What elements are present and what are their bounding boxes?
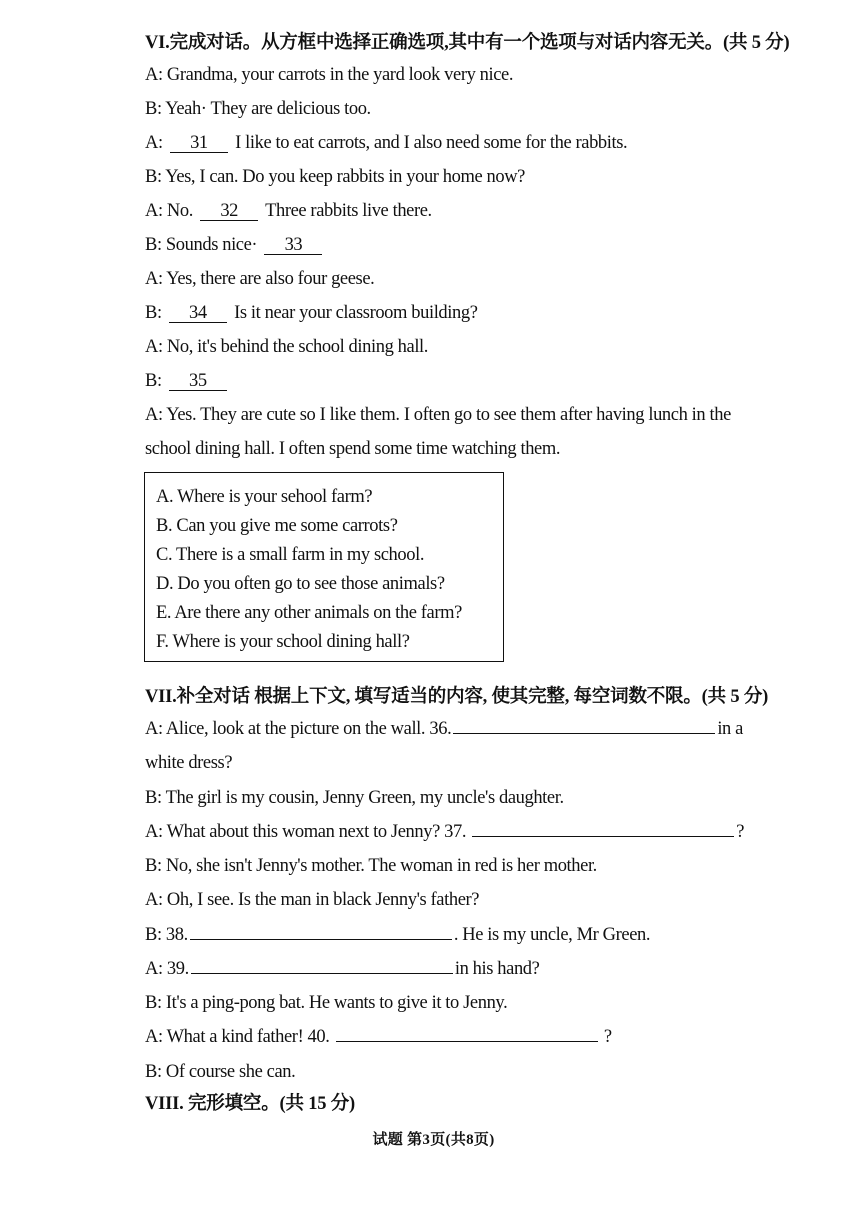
blank-31[interactable]: 31 (170, 134, 228, 153)
dialogue-line: A: What about this woman next to Jenny? 37. ? (145, 822, 745, 842)
dialogue-line: B: It's a ping-pong bat. He wants to give it to Jenny. (145, 993, 508, 1013)
option-d: D. Do you often go to see those animals? (156, 574, 445, 594)
option-e: E. Are there any other animals on the farm? (156, 603, 462, 623)
dialogue-line: A: 39. in his hand? (145, 959, 540, 979)
dialogue-line: A: Yes. They are cute so I like them. I often go to see them after having lunch in the (145, 405, 731, 425)
blank-38[interactable] (190, 939, 452, 940)
blank-37[interactable] (472, 836, 734, 837)
dialogue-line: B: The girl is my cousin, Jenny Green, my uncle's daughter. (145, 788, 564, 808)
blank-34[interactable]: 34 (169, 304, 227, 323)
blank-32[interactable]: 32 (200, 202, 258, 221)
dialogue-line: B: 38. . He is my uncle, Mr Green. (145, 925, 651, 945)
dialogue-line: B: Of course she can. (145, 1062, 296, 1082)
options-box (144, 472, 504, 662)
option-c: C. There is a small farm in my school. (156, 545, 425, 565)
dialogue-line: B: No, she isn't Jenny's mother. The woman in red is her mother. (145, 856, 597, 876)
option-a: A. Where is your sehool farm? (156, 487, 373, 507)
option-f: F. Where is your school dining hall? (156, 632, 410, 652)
blank-35[interactable]: 35 (169, 372, 227, 391)
dialogue-line: B: Yes, I can. Do you keep rabbits in your home now? (145, 167, 525, 187)
dialogue-line: B: 34 Is it near your classroom building? (145, 303, 478, 323)
dialogue-line: B: Sounds nice· 33 (145, 233, 325, 257)
option-b: B. Can you give me some carrots? (156, 516, 398, 536)
dialogue-line: school dining hall. I often spend some time watching them. (145, 439, 561, 459)
blank-40[interactable] (336, 1041, 598, 1042)
blank-33[interactable]: 33 (264, 236, 322, 255)
section-8-heading: VIII. 完形填空。(共 15 分) (145, 1094, 355, 1114)
section-7-heading: VII.补全对话 根据上下文, 填写适当的内容, 使其完整, 每空词数不限。(共 5 分) (145, 687, 769, 707)
dialogue-line: B: Yeah· They are delicious too. (145, 99, 371, 119)
dialogue-line: A: Grandma, your carrots in the yard look very nice. (145, 65, 514, 85)
dialogue-line: B: 35 (145, 369, 230, 393)
dialogue-line: A: No, it's behind the school dining hall. (145, 337, 429, 357)
section-6-heading: VI.完成对话。从方框中选择正确选项,其中有一个选项与对话内容无关。(共 5 分) (145, 33, 790, 53)
dialogue-line: A: What a kind father! 40. ? (145, 1027, 612, 1047)
dialogue-line: A: Yes, there are also four geese. (145, 269, 375, 289)
page-footer: 试题 第3页(共8页) (372, 1132, 495, 1148)
blank-39[interactable] (191, 973, 453, 974)
dialogue-line: A: 31 I like to eat carrots, and I also need some for the rabbits. (145, 133, 628, 153)
dialogue-line: A: Oh, I see. Is the man in black Jenny's father? (145, 890, 480, 910)
blank-36[interactable] (453, 733, 715, 734)
dialogue-line: A: No. 32 Three rabbits live there. (145, 201, 432, 221)
dialogue-line: white dress? (145, 753, 233, 773)
dialogue-line: A: Alice, look at the picture on the wall. 36. in a (145, 719, 743, 739)
